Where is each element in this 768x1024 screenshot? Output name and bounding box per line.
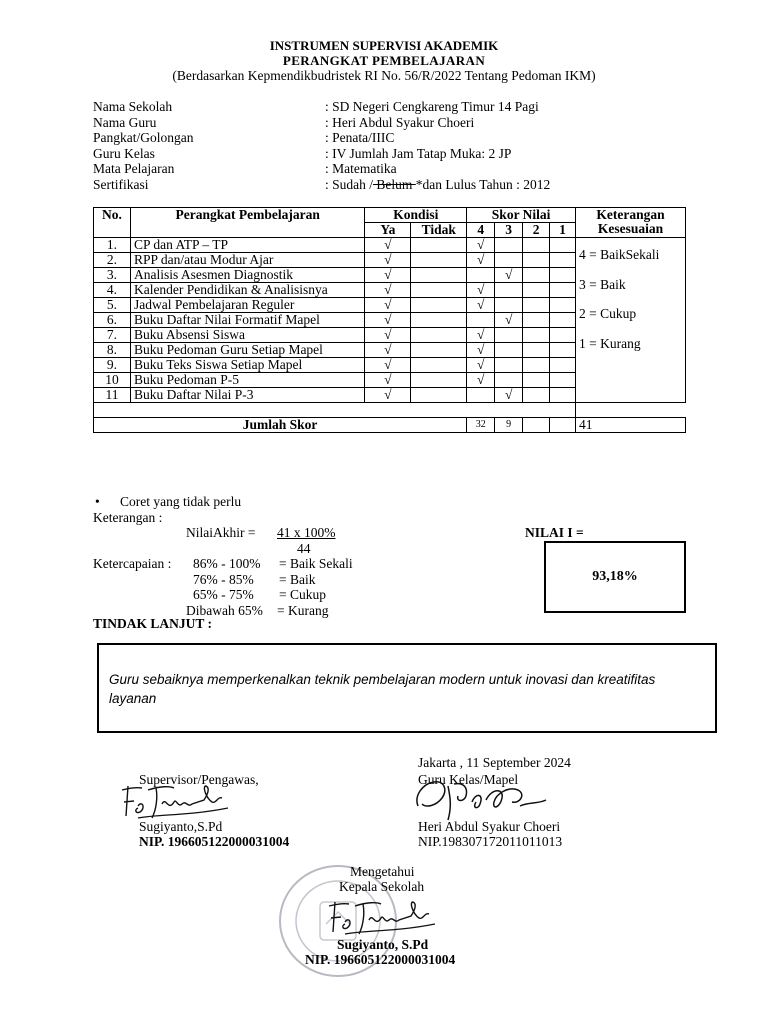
row-item: CP dan ATP – TP (130, 238, 364, 253)
row-ya: √ (365, 373, 411, 388)
row-score-1 (550, 238, 576, 253)
empty-cell (94, 403, 576, 418)
row-score-4: √ (467, 358, 495, 373)
header-perangkat: Perangkat Pembelajaran (130, 208, 364, 238)
row-item: Buku Pedoman P-5 (130, 373, 364, 388)
nilai-label: NILAI I = (525, 525, 584, 540)
legend-item: 3 = Baik (579, 276, 626, 292)
row-number: 10 (94, 373, 131, 388)
info-value: : IV Jumlah Jam Tatap Muka: 2 JP (325, 145, 512, 161)
level-desc: = Cukup (279, 587, 326, 602)
row-score-3 (495, 298, 523, 313)
keterangan-label: Keterangan : (93, 509, 163, 525)
row-item: Buku Pedoman Guru Setiap Mapel (130, 343, 364, 358)
row-item: Jadwal Pembelajaran Reguler (130, 298, 364, 313)
approval-title-1: Mengetahui (350, 864, 415, 879)
certification-suffix: *dan Lulus Tahun : 2012 (415, 176, 551, 192)
keterangan-legend (576, 238, 686, 403)
row-item: RPP dan/atau Modur Ajar (130, 253, 364, 268)
bullet-text: Coret yang tidak perlu (120, 494, 242, 509)
info-value: : Penata/IIIC (325, 130, 395, 145)
nilai-akhir-label: NilaiAkhir = (186, 525, 256, 540)
row-tidak (411, 358, 467, 373)
principal-name: Sugiyanto, S.Pd (337, 937, 429, 952)
row-tidak (411, 283, 467, 298)
nilai-akhir-numerator: 41 x 100% (277, 525, 336, 540)
total-label: Jumlah Skor (94, 418, 467, 433)
row-tidak (411, 373, 467, 388)
row-score-3 (495, 343, 523, 358)
header-score-2: 2 (523, 223, 550, 238)
assessment-table (93, 207, 686, 433)
total-row (94, 418, 686, 433)
row-score-2 (523, 388, 550, 403)
row-ya: √ (365, 238, 411, 253)
title-line-1: INSTRUMEN SUPERVISI AKADEMIK (269, 38, 499, 53)
header-score-1: 1 (550, 223, 576, 238)
row-number: 1. (94, 238, 131, 253)
total-score-2 (523, 418, 550, 433)
row-score-2 (523, 343, 550, 358)
row-item: Buku Absensi Siswa (130, 328, 364, 343)
title-line-2: PERANGKAT PEMBELAJARAN (282, 53, 486, 68)
header-keterangan: Keterangan Kesesuaian (576, 208, 686, 238)
row-number: 11 (94, 388, 131, 403)
info-label: Pangkat/Golongan (93, 130, 194, 145)
row-score-4 (467, 388, 495, 403)
row-score-1 (550, 388, 576, 403)
row-score-4: √ (467, 298, 495, 313)
row-score-4: √ (467, 373, 495, 388)
total-sum: 41 (576, 418, 686, 433)
level-range: 86% - 100% (193, 556, 261, 571)
row-score-2 (523, 268, 550, 283)
row-tidak (411, 343, 467, 358)
nilai-akhir-denominator: 44 (297, 540, 311, 556)
document-header (0, 38, 768, 83)
row-item: Buku Daftar Nilai P-3 (130, 388, 364, 403)
header-kondisi: Kondisi (365, 208, 467, 223)
subtitle: (Berdasarkan Kepmendikbudristek RI No. 56/R/2022 Tentang Pedoman IKM) (172, 68, 596, 83)
row-score-1 (550, 283, 576, 298)
row-item: Kalender Pendidikan & Analisisnya (130, 283, 364, 298)
row-score-3: √ (495, 268, 523, 283)
supervisor-role: Supervisor/Pengawas, (139, 772, 259, 787)
info-value: : Matematika (325, 161, 397, 176)
row-tidak (411, 328, 467, 343)
row-tidak (411, 388, 467, 403)
level-range: Dibawah 65% (186, 602, 263, 618)
info-label: Sertifikasi (93, 176, 149, 192)
certification-prefix: : Sudah / (325, 176, 374, 192)
row-tidak (411, 253, 467, 268)
legend-item: 2 = Cukup (579, 306, 637, 321)
row-number: 9. (94, 358, 131, 373)
row-score-2 (523, 358, 550, 373)
note-bullet (93, 494, 693, 510)
teacher-nip: NIP.198307172011011013 (418, 834, 563, 849)
table-header-row (94, 208, 686, 223)
header-no: No. (94, 208, 131, 238)
tindak-lanjut-text: Guru sebaiknya memperkenalkan teknik pembelajaran modern untuk inovasi dan kreatifitas layanan (109, 672, 656, 706)
tindak-lanjut-box (97, 643, 717, 733)
header-score-4: 4 (467, 223, 495, 238)
note-keterangan (93, 510, 693, 526)
principal-nip: NIP. 196605122000031004 (305, 952, 456, 967)
approval-title-2: Kepala Sekolah (339, 879, 425, 894)
total-score-4: 32 (467, 418, 495, 433)
total-score-3: 9 (495, 418, 523, 433)
info-value: : SD Negeri Cengkareng Timur 14 Pagi (325, 99, 539, 114)
legend-item: 4 = BaikSekali (579, 247, 660, 262)
row-number: 2. (94, 253, 131, 268)
row-number: 5. (94, 298, 131, 313)
nilai-value: 93,18% (592, 569, 638, 584)
row-score-3 (495, 283, 523, 298)
row-ya: √ (365, 328, 411, 343)
header-ya: Ya (365, 223, 411, 238)
row-score-3 (495, 358, 523, 373)
level-range: 65% - 75% (193, 587, 254, 602)
header-score-3: 3 (495, 223, 523, 238)
row-score-3 (495, 373, 523, 388)
ketercapaian-label: Ketercapaian : (93, 556, 172, 571)
header-tidak: Tidak (411, 223, 467, 238)
row-score-3: √ (495, 388, 523, 403)
level-desc: = Baik Sekali (279, 556, 353, 571)
level-range: 76% - 85% (193, 571, 254, 587)
row-ya: √ (365, 358, 411, 373)
row-ya: √ (365, 268, 411, 283)
row-score-4 (467, 268, 495, 283)
row-score-1 (550, 268, 576, 283)
row-tidak (411, 238, 467, 253)
row-score-4: √ (467, 343, 495, 358)
row-number: 4. (94, 283, 131, 298)
info-label: Nama Sekolah (93, 99, 173, 114)
row-score-3: √ (495, 313, 523, 328)
table-row (94, 238, 686, 253)
teacher-role: Guru Kelas/Mapel (418, 772, 519, 787)
table-body (94, 238, 686, 403)
level-desc: = Baik (279, 571, 316, 587)
row-score-2 (523, 283, 550, 298)
total-score-1 (550, 418, 576, 433)
nilai-value-box (544, 541, 686, 613)
row-score-2 (523, 373, 550, 388)
row-tidak (411, 268, 467, 283)
nilai-akhir-line (93, 525, 693, 541)
info-value: : Heri Abdul Syakur Choeri (325, 114, 475, 130)
row-score-3 (495, 253, 523, 268)
row-number: 6. (94, 313, 131, 328)
row-score-4 (467, 313, 495, 328)
row-score-3 (495, 238, 523, 253)
row-ya: √ (365, 313, 411, 328)
row-tidak (411, 298, 467, 313)
info-label: Guru Kelas (93, 145, 155, 161)
info-label: Nama Guru (93, 114, 157, 130)
level-desc: = Kurang (277, 602, 329, 618)
supervisor-name: Sugiyanto,S.Pd (139, 819, 223, 834)
row-number: 8. (94, 343, 131, 358)
certification-struck-option: Belum (373, 176, 416, 192)
row-score-2 (523, 328, 550, 343)
row-score-2 (523, 298, 550, 313)
row-score-4: √ (467, 238, 495, 253)
row-item: Analisis Asesmen Diagnostik (130, 268, 364, 283)
info-label: Mata Pelajaran (93, 161, 175, 176)
row-score-2 (523, 313, 550, 328)
legend-item: 1 = Kurang (579, 335, 641, 351)
row-item: Buku Daftar Nilai Formatif Mapel (130, 313, 364, 328)
row-score-1 (550, 343, 576, 358)
row-tidak (411, 313, 467, 328)
row-score-4: √ (467, 283, 495, 298)
table-empty-row (94, 403, 686, 418)
row-score-1 (550, 298, 576, 313)
tindak-lanjut-label: TINDAK LANJUT : (93, 616, 213, 631)
row-score-3 (495, 328, 523, 343)
row-ya: √ (365, 298, 411, 313)
row-number: 7. (94, 328, 131, 343)
supervisor-nip: NIP. 196605122000031004 (139, 834, 290, 849)
row-ya: √ (365, 253, 411, 268)
row-ya: √ (365, 388, 411, 403)
bullet-icon: • (95, 494, 100, 509)
teacher-name: Heri Abdul Syakur Choeri (418, 819, 561, 834)
row-ya: √ (365, 283, 411, 298)
row-score-4: √ (467, 253, 495, 268)
header-skor: Skor Nilai (467, 208, 576, 223)
row-score-1 (550, 328, 576, 343)
row-item: Buku Teks Siswa Setiap Mapel (130, 358, 364, 373)
row-number: 3. (94, 268, 131, 283)
row-score-1 (550, 373, 576, 388)
place-date: Jakarta , 11 September 2024 (418, 755, 571, 770)
row-score-1 (550, 313, 576, 328)
certification-value (325, 177, 550, 193)
row-score-1 (550, 253, 576, 268)
row-score-2 (523, 253, 550, 268)
row-ya: √ (365, 343, 411, 358)
row-score-4: √ (467, 328, 495, 343)
row-score-1 (550, 358, 576, 373)
row-score-2 (523, 238, 550, 253)
